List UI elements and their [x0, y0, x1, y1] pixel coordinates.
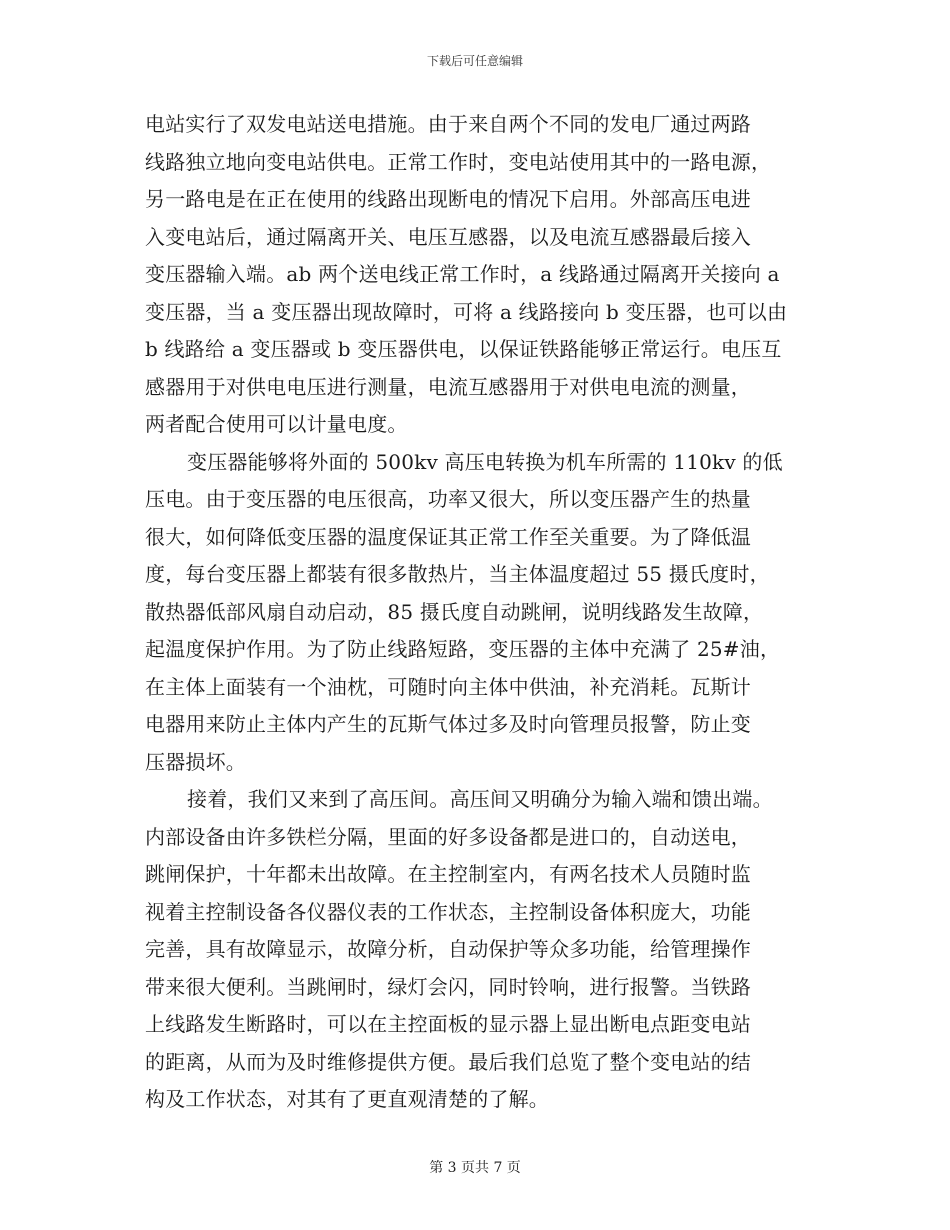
page-header: 下载后可任意编辑 [426, 54, 523, 68]
paragraph-2 [145, 444, 813, 782]
paragraph-1 [145, 106, 813, 444]
text-line: 上线路发生断路时，可以在主控面板的显示器上显出断电点距变电站 [145, 1012, 751, 1036]
text-line: 构及工作状态，对其有了更直观清楚的了解。 [145, 1087, 549, 1111]
text-line: 内部设备由许多铁栏分隔，里面的好多设备都是进口的，自动送电， [145, 824, 751, 849]
text-line: 的距离，从而为及时维修提供方便。最后我们总览了整个变电站的结 [145, 1049, 751, 1074]
text-line: 感器用于对供电电压进行测量，电流互感器用于对供电电流的测量， [145, 374, 751, 399]
text-line: 散热器低部风扇自动启动，85 摄氏度自动跳闸，说明线路发生故障， [145, 599, 764, 624]
text-line: 入变电站后，通过隔离开关、电压互感器，以及电流互感器最后接入 [145, 224, 751, 249]
text-line: 变压器，当 a 变压器出现故障时，可将 a 线路接向 b 变压器，也可以由 [145, 299, 788, 324]
text-line: 接着，我们又来到了高压间。高压间又明确分为输入端和馈出端。 [187, 787, 773, 811]
text-line: 压器损坏。 [145, 749, 246, 774]
text-line: 电器用来防止主体内产生的瓦斯气体过多及时向管理员报警，防止变 [145, 712, 751, 736]
text-line: 压电。由于变压器的电压很高，功率又很大，所以变压器产生的热量 [145, 487, 751, 511]
text-line: b 线路给 a 变压器或 b 变压器供电，以保证铁路能够正常运行。电压互 [145, 337, 782, 361]
text-line: 电站实行了双发电站送电措施。由于来自两个不同的发电厂通过两路 [145, 112, 751, 136]
paragraph-3 [145, 781, 813, 1119]
text-line: 在主体上面装有一个油枕，可随时向主体中供油，补充消耗。瓦斯计 [145, 674, 751, 699]
text-line: 视着主控制设备各仪器仪表的工作状态，主控制设备体积庞大，功能 [145, 899, 751, 924]
text-line: 起温度保护作用。为了防止线路短路，变压器的主体中充满了 25#油， [145, 637, 781, 661]
text-line: 变压器输入端。ab 两个送电线正常工作时，a 线路通过隔离开关接向 a [145, 262, 780, 286]
text-line: 变压器能够将外面的 500kv 高压电转换为机车所需的 110kv 的低 [187, 449, 783, 474]
document-body [145, 106, 813, 1119]
text-line: 很大，如何降低变压器的温度保证其正常工作至关重要。为了降低温 [145, 524, 751, 549]
text-line: 跳闸保护，十年都未出故障。在主控制室内，有两名技术人员随时监 [145, 862, 751, 886]
text-line: 线路独立地向变电站供电。正常工作时，变电站使用其中的一路电源， [145, 149, 772, 174]
text-line: 度，每台变压器上都装有很多散热片，当主体温度超过 55 摄氏度时， [145, 562, 770, 586]
text-line: 完善，具有故障显示，故障分析，自动保护等众多功能，给管理操作 [145, 937, 751, 961]
page-number: 第 3 页共 7 页 [429, 1160, 521, 1176]
text-line: 两者配合使用可以计量电度。 [145, 412, 408, 436]
text-line: 带来很大便利。当跳闸时，绿灯会闪，同时铃响，进行报警。当铁路 [145, 974, 751, 999]
text-line: 另一路电是在正在使用的线路出现断电的情况下启用。外部高压电进 [145, 187, 751, 211]
